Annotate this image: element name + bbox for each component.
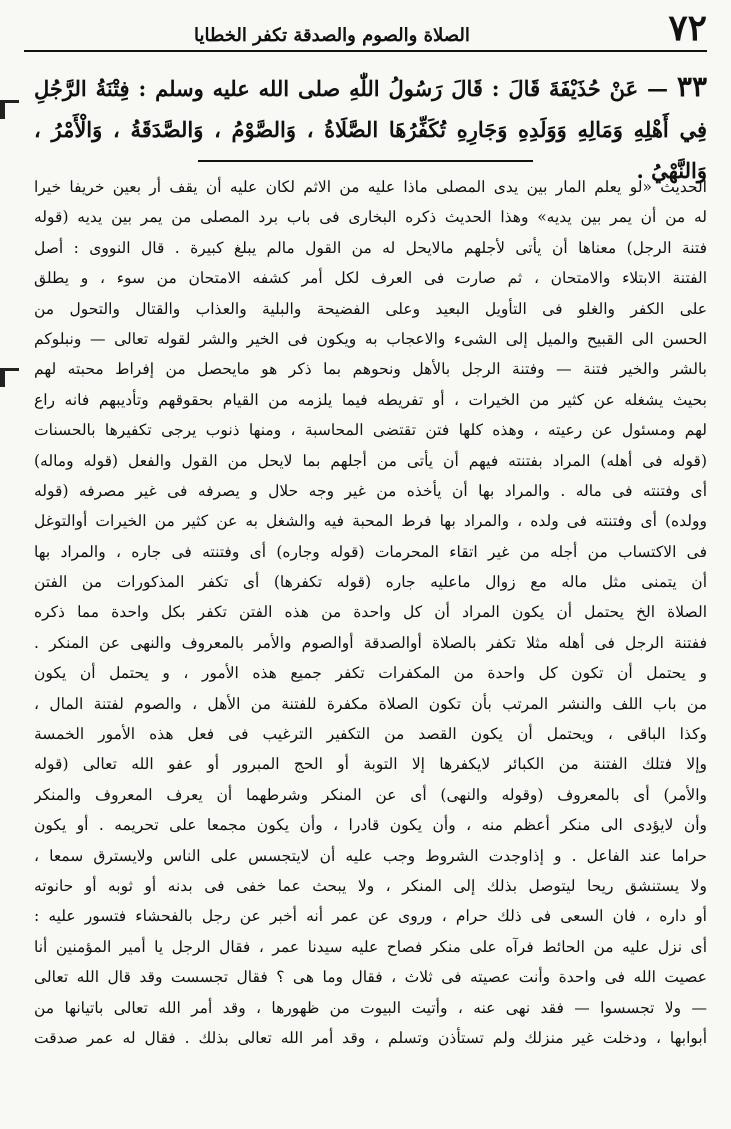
commentary-line: أى وفتنته فى ماله . والمراد بها أن يأخذه من غير وجه حلال و يصرفه فى غير مصرفه (قوله	[34, 481, 707, 500]
commentary-line: وكذا الباقى ، ويحتمل أن يكون القصد من التكفير الترغيب فى فعل هذه الأمور الخمسة	[34, 725, 707, 744]
commentary-line: أو داره ، فان السعى فى ذلك حرام ، وروى عن عمر أنه أخبر عن رجل بالفحشاء فتسور عليه :	[34, 907, 707, 926]
commentary-line: عصيت الله فى واحدة وأنت عصيته فى ثلاث ، فقال وما هى ؟ فقال تجسست وقد قال الله تعالى	[34, 968, 707, 987]
commentary-line: أبوابها ، ودخلت غير منزلك ولم تستأذن وتسلم ، وقد أمر الله تعالى بذلك . فقال له عمر صدقت	[34, 1028, 707, 1047]
commentary-line: وإلا فتلك الفتنة من الكبائر لايكفرها إلا التوبة أو الحج المبرور أو عفو الله تعالى (قوله	[34, 755, 707, 774]
running-title: الصلاة والصوم والصدقة تكفر الخطايا	[194, 25, 470, 46]
commentary-line: وأن لايؤدى الى منكر أعظم منه ، وأن يكون قادرا ، وأن يكون مجمعا على تحريمه . أو يكون	[34, 816, 707, 835]
commentary-line: على الكفر والغلو فى التأويل البعيد وعلى الفضيحة والبلية والعذاب والقتال والتحول من	[34, 299, 707, 318]
commentary-line: — ولا تجسسوا — فقد نهى عنه ، وأتيت البيوت من ظهورها ، وقد أمر الله تعالى باتيانها من	[34, 998, 707, 1017]
commentary-line: من باب اللف والنشر المرتب بأن تكون الصلاة مكفرة للفتنة من الأهل ، والصوم لفتنة المال ،	[34, 694, 707, 713]
commentary-line: الحديث «لو يعلم المار بين يدى المصلى ماذا عليه من الاثم لكان عليه أن يقف أر بعين خريفا خيرا	[34, 178, 707, 196]
commentary-line: بالشر والخير فتنة — وفتنة الرجل بالأهل ونحوهم بما ذكر هو مايحصل من إفراط محبته لهم	[34, 360, 707, 379]
commentary-line: وولده) أى وفتنته فى ولده ، والمراد بها فرط المحبة فيه والشغل به عن كثير من الخيرات أوالتوغل	[34, 512, 707, 531]
separator-rule	[198, 160, 533, 162]
page-edge-mark	[0, 368, 19, 387]
commentary-line: أى نزل عليه من الحائط فرآه على منكر فصاح عليه سيدنا عمر ، فقال الرجل يا أمير المؤمنين أنا	[34, 937, 707, 956]
commentary-line: فى الاكتساب من أجله من غير اتقاء المحرمات (قوله وجاره) أى وفتنته فى جاره ، والمراد بها	[34, 542, 707, 561]
commentary-line: أن يتمنى مثل ماله مع زوال ماعليه جاره (قوله تكفرها) أى تكفر المذكورات من الفتن	[34, 573, 707, 592]
hadith-number: ٣٣	[676, 70, 707, 103]
commentary-line: فتنة الرجل) معناها أن يأتى لأجلهم مالايحل له من القول مالم يبلغ كبيرة . قال النووى : أصل	[34, 238, 707, 257]
commentary-line: (قوله فى أهله) المراد بفتنته فيهم أن يأتى من أجلهم بما لايحل من القول والفعل (قوله وماله)	[34, 451, 707, 470]
commentary-line: بحيث يشغله عن كثير من الخيرات ، أو تفريطه فيما يلزمه من القيام بحقوقهم وتأديبهم فانه راع	[34, 390, 707, 409]
commentary	[34, 172, 707, 1053]
commentary-line: له من أن يمر بين يديه» وهذا الحديث ذكره البخارى فى باب برد المصلى من يمر بين يديه (قوله	[34, 208, 707, 227]
page-edge-mark	[0, 100, 19, 119]
commentary-line: ولا يستنشق ريحا ليتوصل بذلك إلى المنكر ، ولا يبحث عما خفى فى بدنه أو ثوبه أو حانوته	[34, 876, 707, 895]
commentary-line: والأمر) أى بالمعروف (وقوله والنهى) أى عن المنكر وشرطهما أن يعرف المعروف والمنكر	[34, 785, 707, 804]
page-number: ٧٢	[668, 7, 707, 49]
commentary-line: لهم ومسئول عن رعيته ، وهذه كلها فتن تقتضى المحاسبة ، ومنها ذنوب يرجى تكفيرها بالحسنات	[34, 421, 707, 440]
hadith-body: — عَنْ حُذَيْفَةَ قَالَ : قَالَ رَسُولُ اللّٰهِ صلى الله عليه وسلم : فِتْنَةُ الرَّجُلِ فِي أَهْلِهِ وَمَالِهِ وَوَلَدِهِ وَجَارِهِ تُكَفِّرُهَا الصَّلَاةُ ، وَالصَّوْمُ ، وَالصَّدَقَةُ ، وَالْأَمْرُ ، وَالنَّهْيُ .	[34, 76, 707, 183]
commentary-line: الصلاة الخ يحتمل أن يكون المراد أن كل واحدة من هذه الفتن تكفر بكل واحدة مما ذكره	[34, 603, 707, 622]
page-header	[24, 8, 707, 52]
commentary-line: و يحتمل أن تكون كل واحدة من المكفرات تكفر جميع هذه الأمور ، و يحتمل أن يكون	[34, 664, 707, 683]
commentary-line: حراما عند الفاعل . و إذاوجدت الشروط وجب عليه أن لايتجسس على الناس ولايسترق سمعا ،	[34, 846, 707, 865]
commentary-line: الحسن الى القبيح والميل إلى الشىء والاعجاب به ويكون فى الخير والشر لقوله تعالى — ونبلوكم	[34, 329, 707, 348]
commentary-line: الفتنة الابتلاء والامتحان ، ثم صارت فى العرف لكل أمر كشفه الامتحان من سوء ، و يطلق	[34, 269, 707, 288]
commentary-line: ففتنة الرجل فى أهله مثلا تكفر بالصلاة أوالصدقة أوالصوم والأمر بالمعروف والنهى عن المنكر .	[34, 633, 707, 652]
